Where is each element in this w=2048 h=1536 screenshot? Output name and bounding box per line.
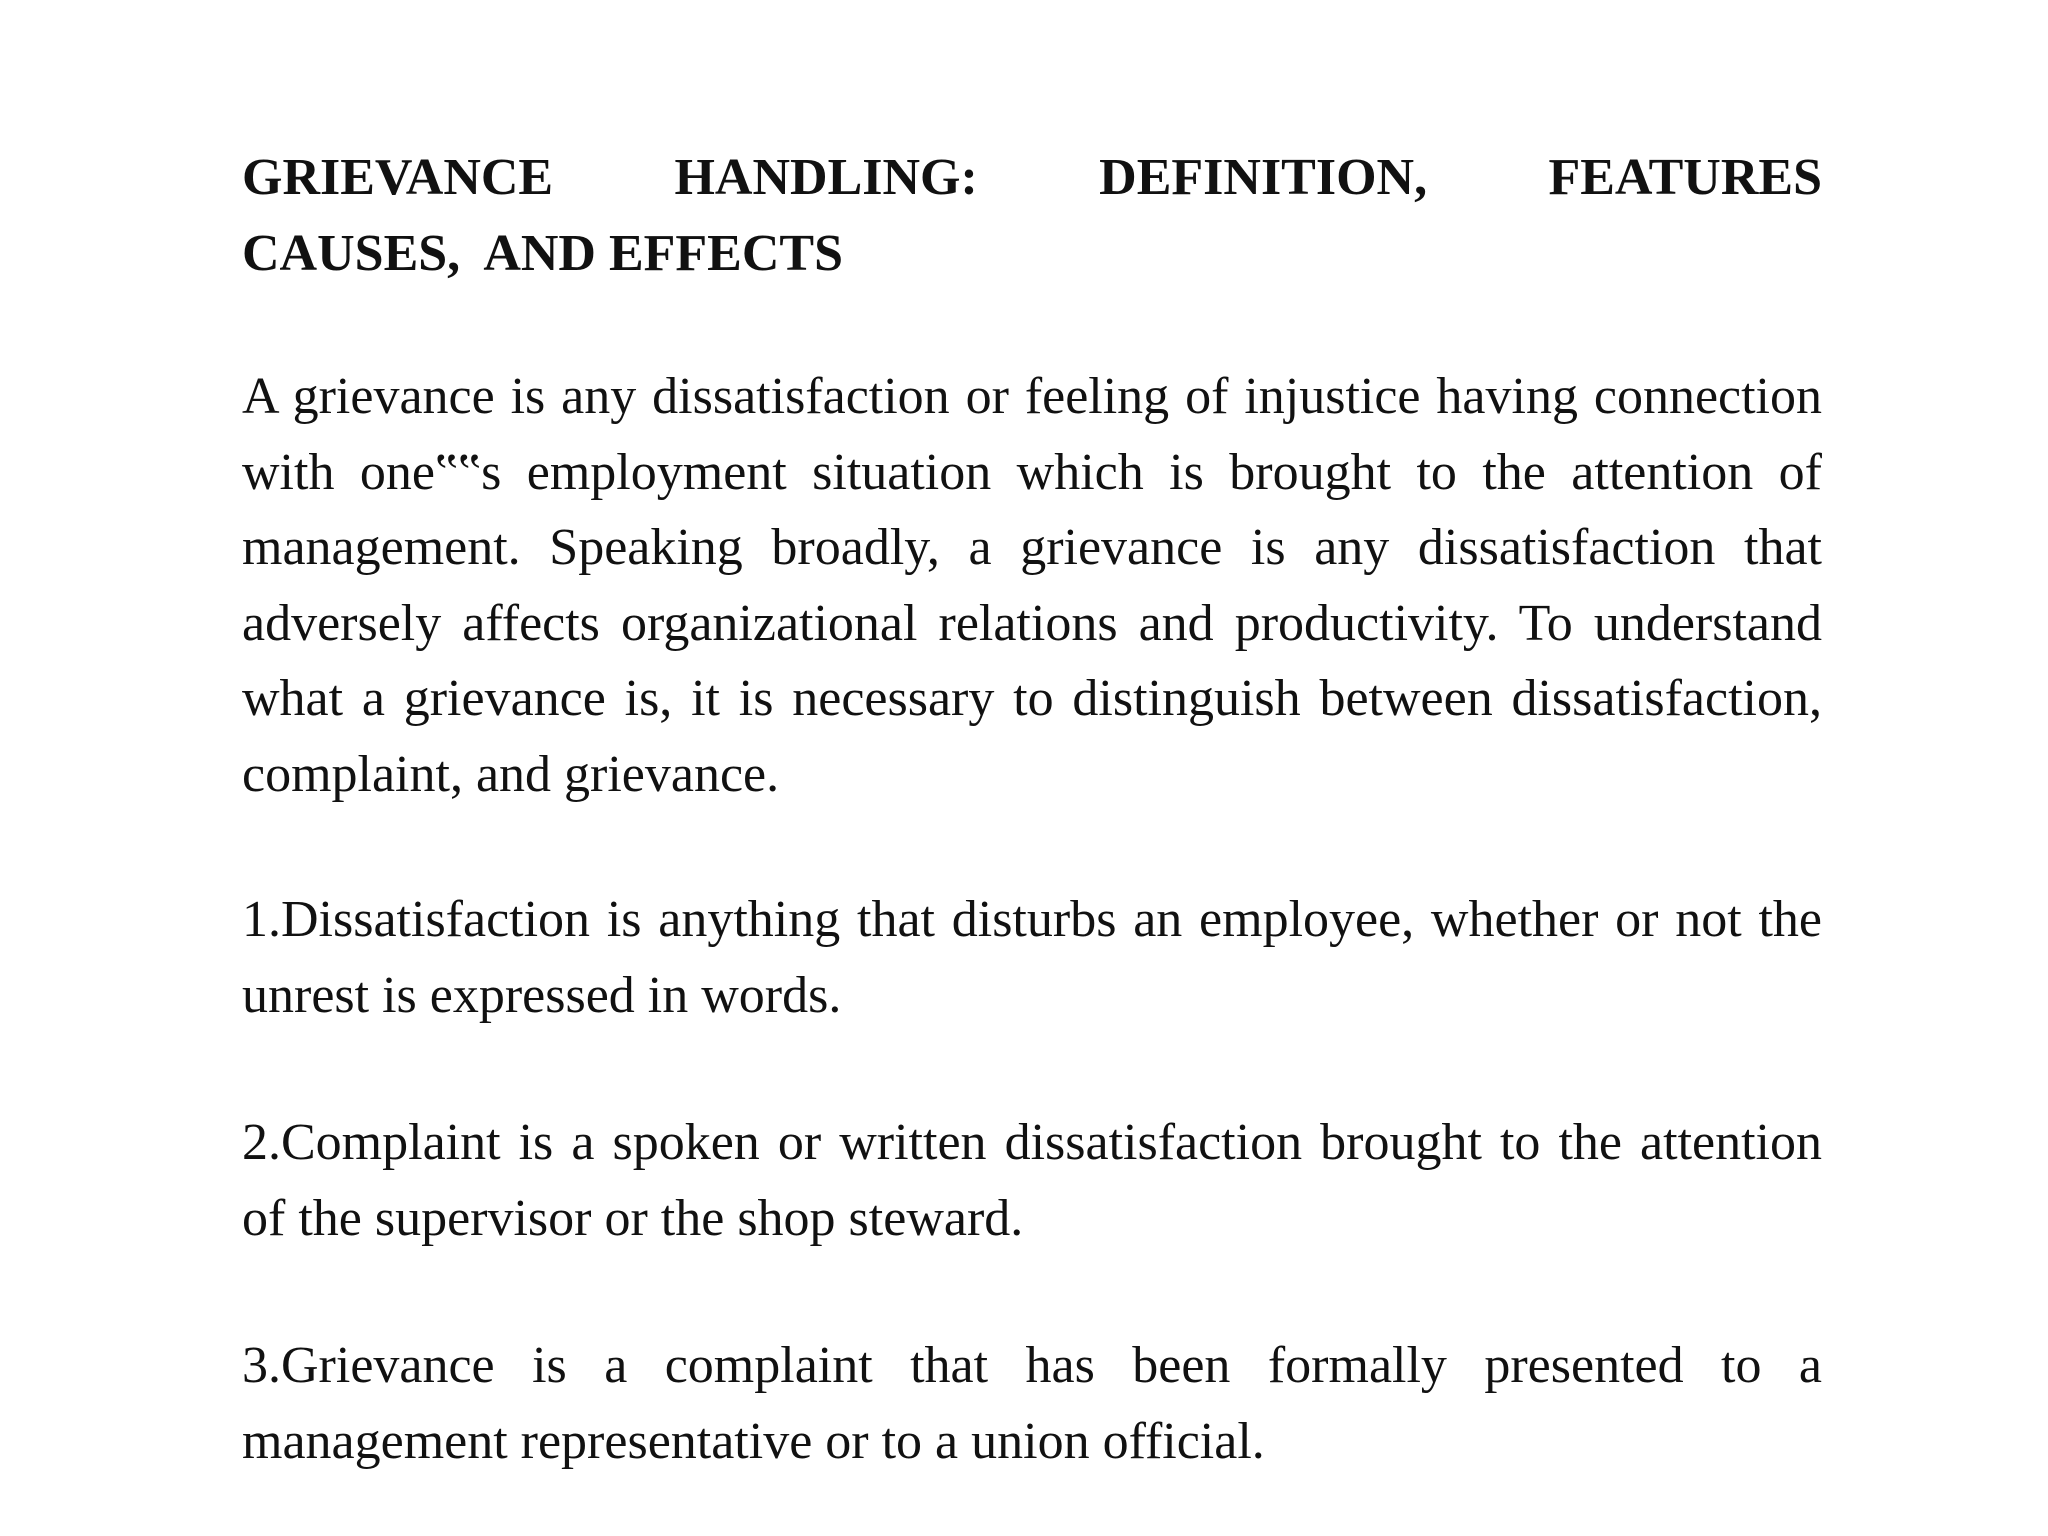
definition-item-dissatisfaction: 1.Dissatisfaction is anything that disturbs an employee, whether or not the unrest is expressed in words.	[242, 891, 1822, 1024]
definition-item-grievance: 3.Grievance is a complaint that has been formally presented to a management representative or to a union official.	[242, 1337, 1822, 1470]
intro-paragraph: A grievance is any dissatisfaction or feeling of injustice having connection with one‟‟s employment situation which is brought to the attention of management. Speaking broadly, a grievance is any dissatisfaction that adversely affects organizational relations and productivity. To understand what a grievance is, it is necessary to distinguish between dissatisfaction, complaint, and grievance.	[242, 368, 1822, 803]
document-title-line-2: CAUSES, AND EFFECTS	[242, 225, 844, 282]
definition-item-complaint: 2.Complaint is a spoken or written dissatisfaction brought to the attention of the supervisor or the shop steward.	[242, 1114, 1822, 1247]
document-title-line-1: GRIEVANCE HANDLING: DEFINITION, FEATURES	[242, 149, 1822, 206]
